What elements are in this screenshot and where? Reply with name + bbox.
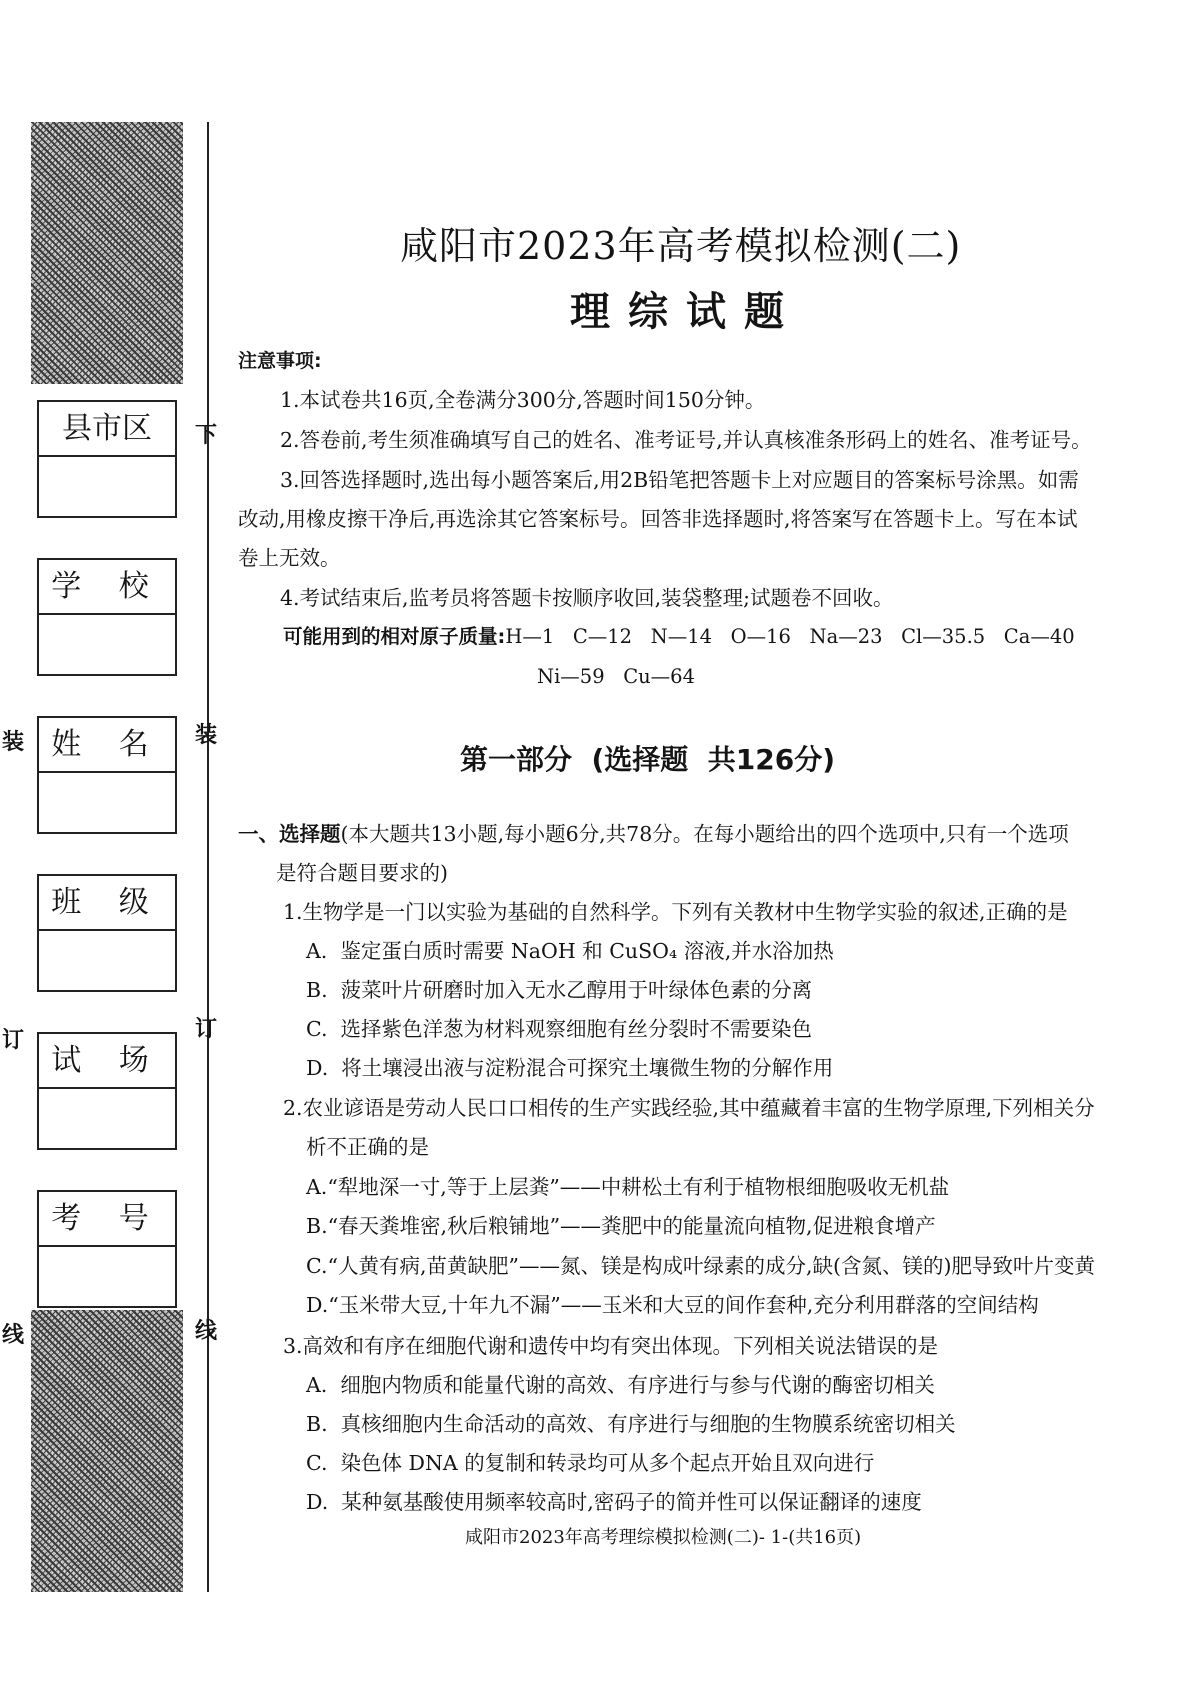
- mark-xian-right: 线: [194, 1319, 217, 1344]
- notice-item-4: 4.考试结束后,监考员将答题卡按顺序收回,装袋整理;试题卷不回收。: [280, 586, 894, 610]
- notice-item-2: 2.答卷前,考生须准确填写自己的姓名、准考证号,并认真核准条形码上的姓名、准考证号。: [280, 428, 1092, 452]
- exam-number-label: 考 号: [39, 1192, 175, 1247]
- part1-heading: 一、选择题: [238, 822, 341, 846]
- part1-heading-line2: 是符合题目要求的): [276, 861, 448, 885]
- part1-heading-rest: (本大题共13小题,每小题6分,共78分。在每小题给出的四个选项中,只有一个选项: [340, 822, 1069, 846]
- q2-option-a: A.“犁地深一寸,等于上层粪”——中耕松土有利于植物根细胞吸收无机盐: [306, 1175, 950, 1199]
- notice-item-3-end: 卷上无效。: [238, 546, 341, 570]
- class-box[interactable]: [37, 874, 177, 992]
- exam-number-box[interactable]: [37, 1190, 177, 1308]
- q2-option-d: D.“玉米带大豆,十年九不漏”——玉米和大豆的间作套种,充分利用群落的空间结构: [306, 1293, 1039, 1317]
- q1-option-b: B. 菠菜叶片研磨时加入无水乙醇用于叶绿体色素的分离: [306, 978, 813, 1002]
- notice-item-1: 1.本试卷共16页,全卷满分300分,答题时间150分钟。: [280, 388, 766, 412]
- mark-zhuang-left: 装: [1, 730, 24, 755]
- binding-pattern-bottom: [31, 1310, 183, 1592]
- mark-ding-left: 订: [1, 1028, 24, 1053]
- class-label: 班 级: [39, 876, 175, 931]
- name-label: 姓 名: [39, 718, 175, 773]
- binding-pattern-top: [31, 122, 183, 384]
- q1-option-c: C. 选择紫色洋葱为材料观察细胞有丝分裂时不需要染色: [306, 1017, 813, 1041]
- exam-subtitle: 理综试题: [570, 289, 802, 335]
- notice-item-3-cont: 改动,用橡皮擦干净后,再选涂其它答案标号。回答非选择题时,将答案写在答题卡上。写在本试: [238, 507, 1078, 531]
- section-title: 第一部分 (选择题 共126分): [460, 743, 836, 776]
- q1-stem: 1.生物学是一门以实验为基础的自然科学。下列有关教材中生物学实验的叙述,正确的是: [283, 900, 1068, 924]
- atomic-mass-label: 可能用到的相对原子质量:: [283, 625, 506, 648]
- q1-option-d: D. 将土壤浸出液与淀粉混合可探究土壤微生物的分解作用: [306, 1056, 834, 1080]
- mark-ding-right: 订: [194, 1017, 217, 1042]
- school-box[interactable]: [37, 558, 177, 676]
- mark-xia: 下: [194, 423, 217, 448]
- school-label: 学 校: [39, 560, 175, 615]
- q3-option-c: C. 染色体 DNA 的复制和转录均可从多个起点开始且双向进行: [306, 1451, 875, 1475]
- q2-stem-cont: 析不正确的是: [306, 1135, 429, 1159]
- atomic-mass-line2: Ni—59 Cu—64: [537, 665, 695, 688]
- county-label: 县市区: [39, 402, 175, 457]
- notice-item-3: 3.回答选择题时,选出每小题答案后,用2B铅笔把答题卡上对应题目的答案标号涂黑。如需: [280, 468, 1079, 492]
- atomic-mass-line1: [283, 623, 1075, 651]
- county-box[interactable]: [37, 400, 177, 518]
- q2-option-c: C.“人黄有病,苗黄缺肥”——氮、镁是构成叶绿素的成分,缺(含氮、镁的)肥导致叶片变黄: [306, 1254, 1095, 1278]
- page-footer: 咸阳市2023年高考理综模拟检测(二)- 1-(共16页): [465, 1527, 862, 1548]
- q1-option-a: A. 鉴定蛋白质时需要 NaOH 和 CuSO₄ 溶液,并水浴加热: [306, 939, 834, 963]
- q2-stem: 2.农业谚语是劳动人民口口相传的生产实践经验,其中蕴藏着丰富的生物学原理,下列相关分: [283, 1096, 1095, 1120]
- name-box[interactable]: [37, 716, 177, 834]
- mark-zhuang-right: 装: [194, 723, 217, 748]
- binding-line: [207, 122, 209, 1592]
- exam-room-box[interactable]: [37, 1032, 177, 1150]
- notice-heading: 注意事项:: [238, 350, 322, 372]
- q3-option-d: D. 某种氨基酸使用频率较高时,密码子的简并性可以保证翻译的速度: [306, 1490, 922, 1514]
- exam-room-label: 试 场: [39, 1034, 175, 1089]
- atomic-mass-values: H—1 C—12 N—14 O—16 Na—23 Cl—35.5 Ca—40: [505, 625, 1075, 648]
- q3-stem: 3.高效和有序在细胞代谢和遗传中均有突出体现。下列相关说法错误的是: [283, 1334, 939, 1358]
- q2-option-b: B.“春天粪堆密,秋后粮铺地”——粪肥中的能量流向植物,促进粮食增产: [306, 1214, 936, 1238]
- q3-option-b: B. 真核细胞内生命活动的高效、有序进行与细胞的生物膜系统密切相关: [306, 1412, 956, 1436]
- part1-heading-line: [238, 820, 1069, 848]
- mark-xian-left: 线: [1, 1323, 24, 1348]
- exam-title: 咸阳市2023年高考模拟检测(二): [400, 224, 962, 268]
- q3-option-a: A. 细胞内物质和能量代谢的高效、有序进行与参与代谢的酶密切相关: [306, 1373, 935, 1397]
